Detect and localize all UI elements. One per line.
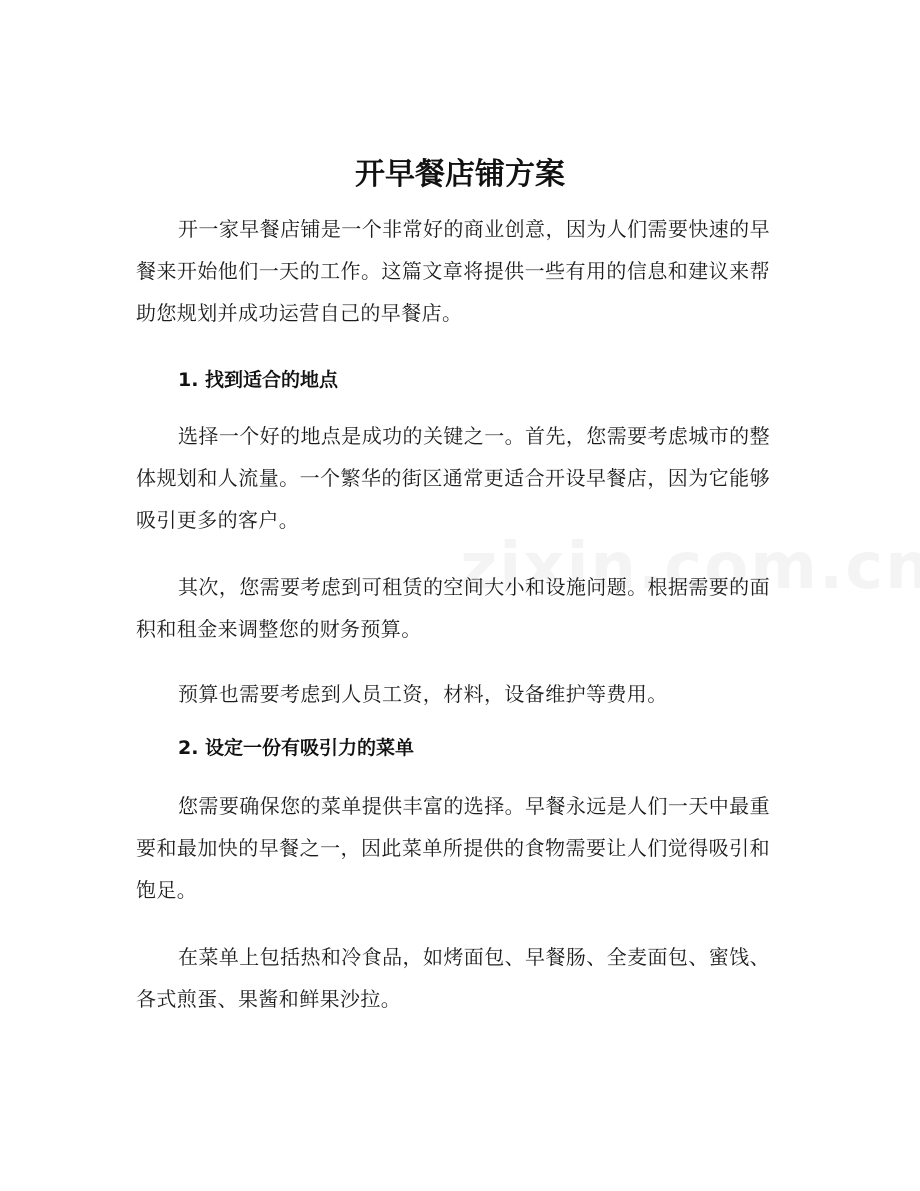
section-1-paragraph-1: 选择一个好的地点是成功的关键之一。首先，您需要考虑城市的整体规划和人流量。一个繁华的街区通常更适合开设早餐店，因为它能够吸引更多的客户。 xyxy=(136,424,770,532)
section-2-paragraph-1: 您需要确保您的菜单提供丰富的选择。早餐永远是人们一天中最重要和最加快的早餐之一，因此菜单所提供的食物需要让人们觉得吸引和饱足。 xyxy=(136,794,770,902)
intro-paragraph: 开一家早餐店铺是一个非常好的商业创意，因为人们需要快速的早餐来开始他们一天的工作。这篇文章将提供一些有用的信息和建议来帮助您规划并成功运营自己的早餐店。 xyxy=(136,217,770,325)
document-title: 开早餐店铺方案 xyxy=(355,157,565,192)
section-2-paragraph-2: 在菜单上包括热和冷食品，如烤面包、早餐肠、全麦面包、蜜饯、各式煎蛋、果酱和鲜果沙拉。 xyxy=(136,945,770,1011)
section-1-paragraph-3: 预算也需要考虑到人员工资，材料，设备维护等费用。 xyxy=(178,682,668,706)
section-1-heading: 1. 找到适合的地点 xyxy=(178,369,339,391)
section-1-paragraph-2: 其次，您需要考虑到可租赁的空间大小和设施问题。根据需要的面积和租金来调整您的财务预算。 xyxy=(136,575,770,641)
section-2-heading: 2. 设定一份有吸引力的菜单 xyxy=(178,737,415,759)
